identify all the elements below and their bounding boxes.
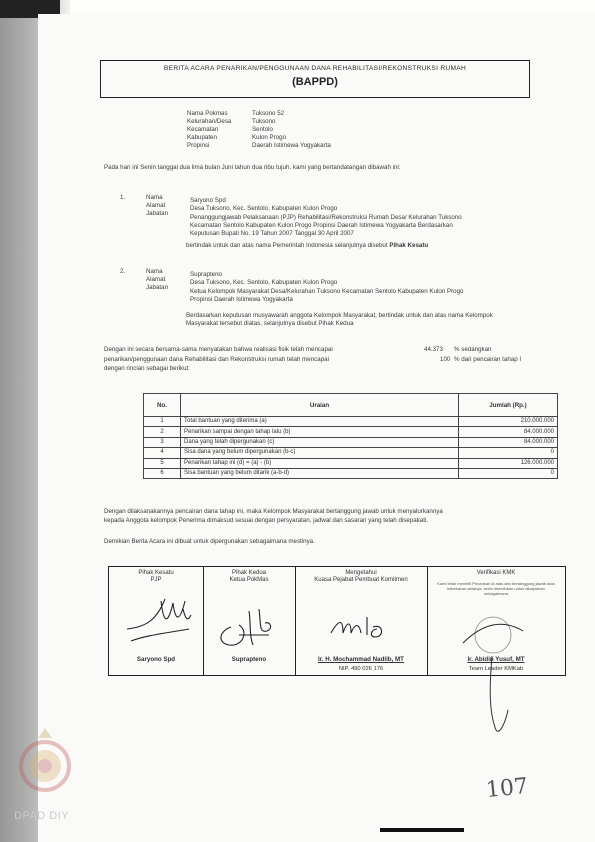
acting-text: bertindak untuk dan atas nama Pemerintah Indonesia selanjutnya disebut: [186, 242, 388, 249]
row-desc: Penarikan sampai dengan tahap lalu (b): [181, 427, 459, 437]
statement-line: dengan rincian sebagai berikut:: [104, 365, 190, 372]
disbursement-pct: 100: [440, 356, 451, 363]
sig-title-line: Verifikasi KMK: [476, 570, 516, 576]
party-position: Ketua Kelompok Masyarakat Desa/Kelurahan Tuksono Kecamatan Sentolo Kabupaten Kulon Progo: [190, 288, 464, 295]
row-no: 4: [144, 448, 181, 458]
field-label: Alamat: [146, 202, 166, 209]
party-acting: Berdasarkan keputusan musyawarah anggota Kelompok Masyarakat, bertindak untuk dan atas nama Kelompok: [186, 312, 493, 319]
party-position: Keputusan Bupati No. 19 Tahun 2007 Tanggal 30 April 2007: [190, 230, 354, 237]
party-address: Desa Tuksono, Kec. Sentolo, Kabupaten Kulon Progo: [190, 205, 338, 212]
sig-title-line: Kuasa Pejabat Pembuat Komitmen: [314, 577, 408, 583]
statement-line: Dengan ini secara bersama-sama menyatakan bahwa realisasi fisik telah mencapai: [104, 346, 333, 353]
party-position: Propinsi Daerah Istimewa Yogyakarta: [190, 296, 293, 303]
sig-title-line: Pihak Kedua: [231, 570, 267, 576]
document-title: (BAPPD): [292, 76, 338, 88]
field-label: Jabatan: [146, 210, 169, 217]
seal-logo-icon: [14, 726, 76, 798]
handwritten-page-number: 107: [484, 773, 530, 804]
field-label: Alamat: [146, 276, 166, 283]
row-desc: Sisa bantuan yang belum ditarik (a-b-d): [181, 468, 459, 478]
sig-name: Ir. H. Mochammad Nadlib, MT: [318, 656, 404, 663]
physical-progress-pct: 44.373: [424, 346, 443, 353]
party-address: Desa Tuksono, Kec. Sentolo, Kabupaten Kulon Progo: [190, 279, 338, 286]
sig-title-line: PJP: [150, 577, 162, 583]
table-row: [144, 417, 558, 427]
table-row: [144, 468, 558, 478]
meta-label: Kecamatan: [187, 126, 219, 133]
table-header-row: [144, 394, 558, 417]
table-row: [144, 448, 558, 458]
sig-name: Saryono Spd: [136, 656, 176, 663]
table-row: [144, 427, 558, 437]
title-box: [100, 60, 530, 98]
signature-pokmas: [203, 567, 296, 675]
row-amount: 210.000.000: [459, 417, 558, 427]
role-label: Pihak Kesatu: [389, 242, 429, 249]
party-number: 1.: [120, 194, 126, 201]
sig-title: [295, 570, 427, 584]
row-amount: 0: [459, 448, 558, 458]
statement-suffix: % dari pencairan tahap I: [454, 356, 522, 363]
field-label: Nama: [146, 194, 163, 201]
party-number: 2.: [120, 268, 126, 275]
meta-value: Tuksono: [252, 118, 276, 125]
row-amount: 84.000.000: [459, 427, 558, 437]
party-acting: Masyarakat tersebut diatas, selanjutnya disebut Pihak Kedua: [186, 320, 354, 327]
col-header-no: No.: [144, 394, 181, 417]
row-desc: Sisa dana yang belum dipergunakan (b-c): [181, 448, 459, 458]
party-name: Saryono Spd: [190, 197, 226, 204]
party-position: Kecamatan Sentolo Kabupaten Kulon Progo Propinsi Daerah Istimewa Yogyakarta Berdasarkan: [190, 222, 453, 229]
handwritten-signature: [209, 601, 289, 651]
sig-role: Team Leader KMKab: [468, 666, 524, 672]
sig-title: [109, 570, 203, 584]
row-no: 1: [144, 417, 181, 427]
meta-value: Tuksono 52: [252, 110, 285, 117]
signature-ppk: [295, 567, 428, 675]
closing-paragraph: Dengan dilaksanakannya pencairan dana tahap ini, maka Kelompok Masyarakat bertanggung jawab untuk menyalurkannya: [104, 508, 443, 515]
meta-label: Kabupaten: [187, 134, 217, 141]
meta-value: Sentolo: [252, 126, 273, 133]
sig-nip: NIP. 490 026 176: [338, 666, 384, 672]
disbursement-table: [143, 393, 558, 479]
sig-title: [203, 570, 295, 584]
sig-title-line: Pihak Kesatu: [138, 570, 174, 576]
party-acting: [186, 242, 428, 249]
table-row: [144, 437, 558, 447]
handwritten-signature: [117, 589, 197, 649]
row-no: 5: [144, 458, 181, 468]
closing-paragraph: kepada Anggota kelompok Penerima dimaksud sesuai dengan persyaratan, jadwal dan sasaran yang telah disepakati.: [104, 517, 429, 524]
row-no: 2: [144, 427, 181, 437]
row-desc: Penarikan tahap ini (d) = (a) - (b): [181, 458, 459, 468]
closing-paragraph: Demikian Berita Acara ini dibuat untuk dipergunakan sebagaimana mestinya.: [104, 538, 315, 545]
meta-value: Kulon Progo: [252, 134, 287, 141]
meta-label: Nama Pokmas: [187, 110, 228, 117]
sig-name: Ir. Abidin Yusuf, MT: [467, 656, 525, 663]
sig-title-line: Mengetahui: [345, 570, 377, 576]
row-no: 3: [144, 437, 181, 447]
sig-title: [427, 570, 565, 577]
handwritten-signature: [325, 609, 405, 643]
sig-title-line: Ketua PokMas: [229, 577, 269, 583]
party-name: Suprapteno: [190, 271, 222, 278]
row-no: 6: [144, 468, 181, 478]
row-amount: 126.000.000: [459, 458, 558, 468]
row-desc: Dana yang telah dipergunakan (c): [181, 437, 459, 447]
field-label: Jabatan: [146, 284, 169, 291]
meta-label: Kelurahan/Desa: [187, 118, 232, 125]
intro-paragraph: Pada hari ini Senin tanggal dua lima bulan Juni tahun dua ribu tujuh, kami yang bertandatangan dibawah ini:: [104, 164, 401, 171]
meta-value: Daerah Istimewa Yogyakarta: [252, 142, 331, 149]
field-label: Nama: [146, 268, 163, 275]
handwritten-check-mark: [484, 650, 514, 740]
statement-line: penarikan/penggunaan dana Rehabilitasi dan Rekonstruksi rumah telah mencapai: [104, 356, 329, 363]
row-amount: 84.000.000: [459, 437, 558, 447]
col-header-jumlah: Jumlah (Rp.): [459, 394, 558, 417]
verification-note: Kami telah meneliti Penarikan di atas dan bertanggung jawab atas kebenaran datanya, serta diserahkan untuk dibayarkan sebagaimana: [437, 581, 555, 596]
signature-pjp: [109, 567, 204, 675]
watermark-text: DPAD DIY: [14, 810, 70, 822]
sig-name: Suprapteno: [231, 656, 267, 663]
party-position: Penanggungjawab Pelaksanaan (PJP) Rehabilitasi/Rekonstruksi Rumah Desa/ Kelurahan Tuksono: [190, 214, 462, 221]
row-amount: 0: [459, 468, 558, 478]
bottom-bar: [380, 828, 464, 832]
document-heading: BERITA ACARA PENARIKAN/PENGGUNAAN DANA REHABILITASI/REKONSTRUKSI RUMAH: [163, 65, 467, 72]
col-header-uraian: Uraian: [181, 394, 459, 417]
statement-suffix: % sedangkan: [454, 346, 492, 353]
row-desc: Total bantuan yang diterima (a): [181, 417, 459, 427]
meta-label: Propinsi: [187, 142, 210, 149]
stamp-circle: [453, 613, 533, 655]
table-row: [144, 458, 558, 468]
